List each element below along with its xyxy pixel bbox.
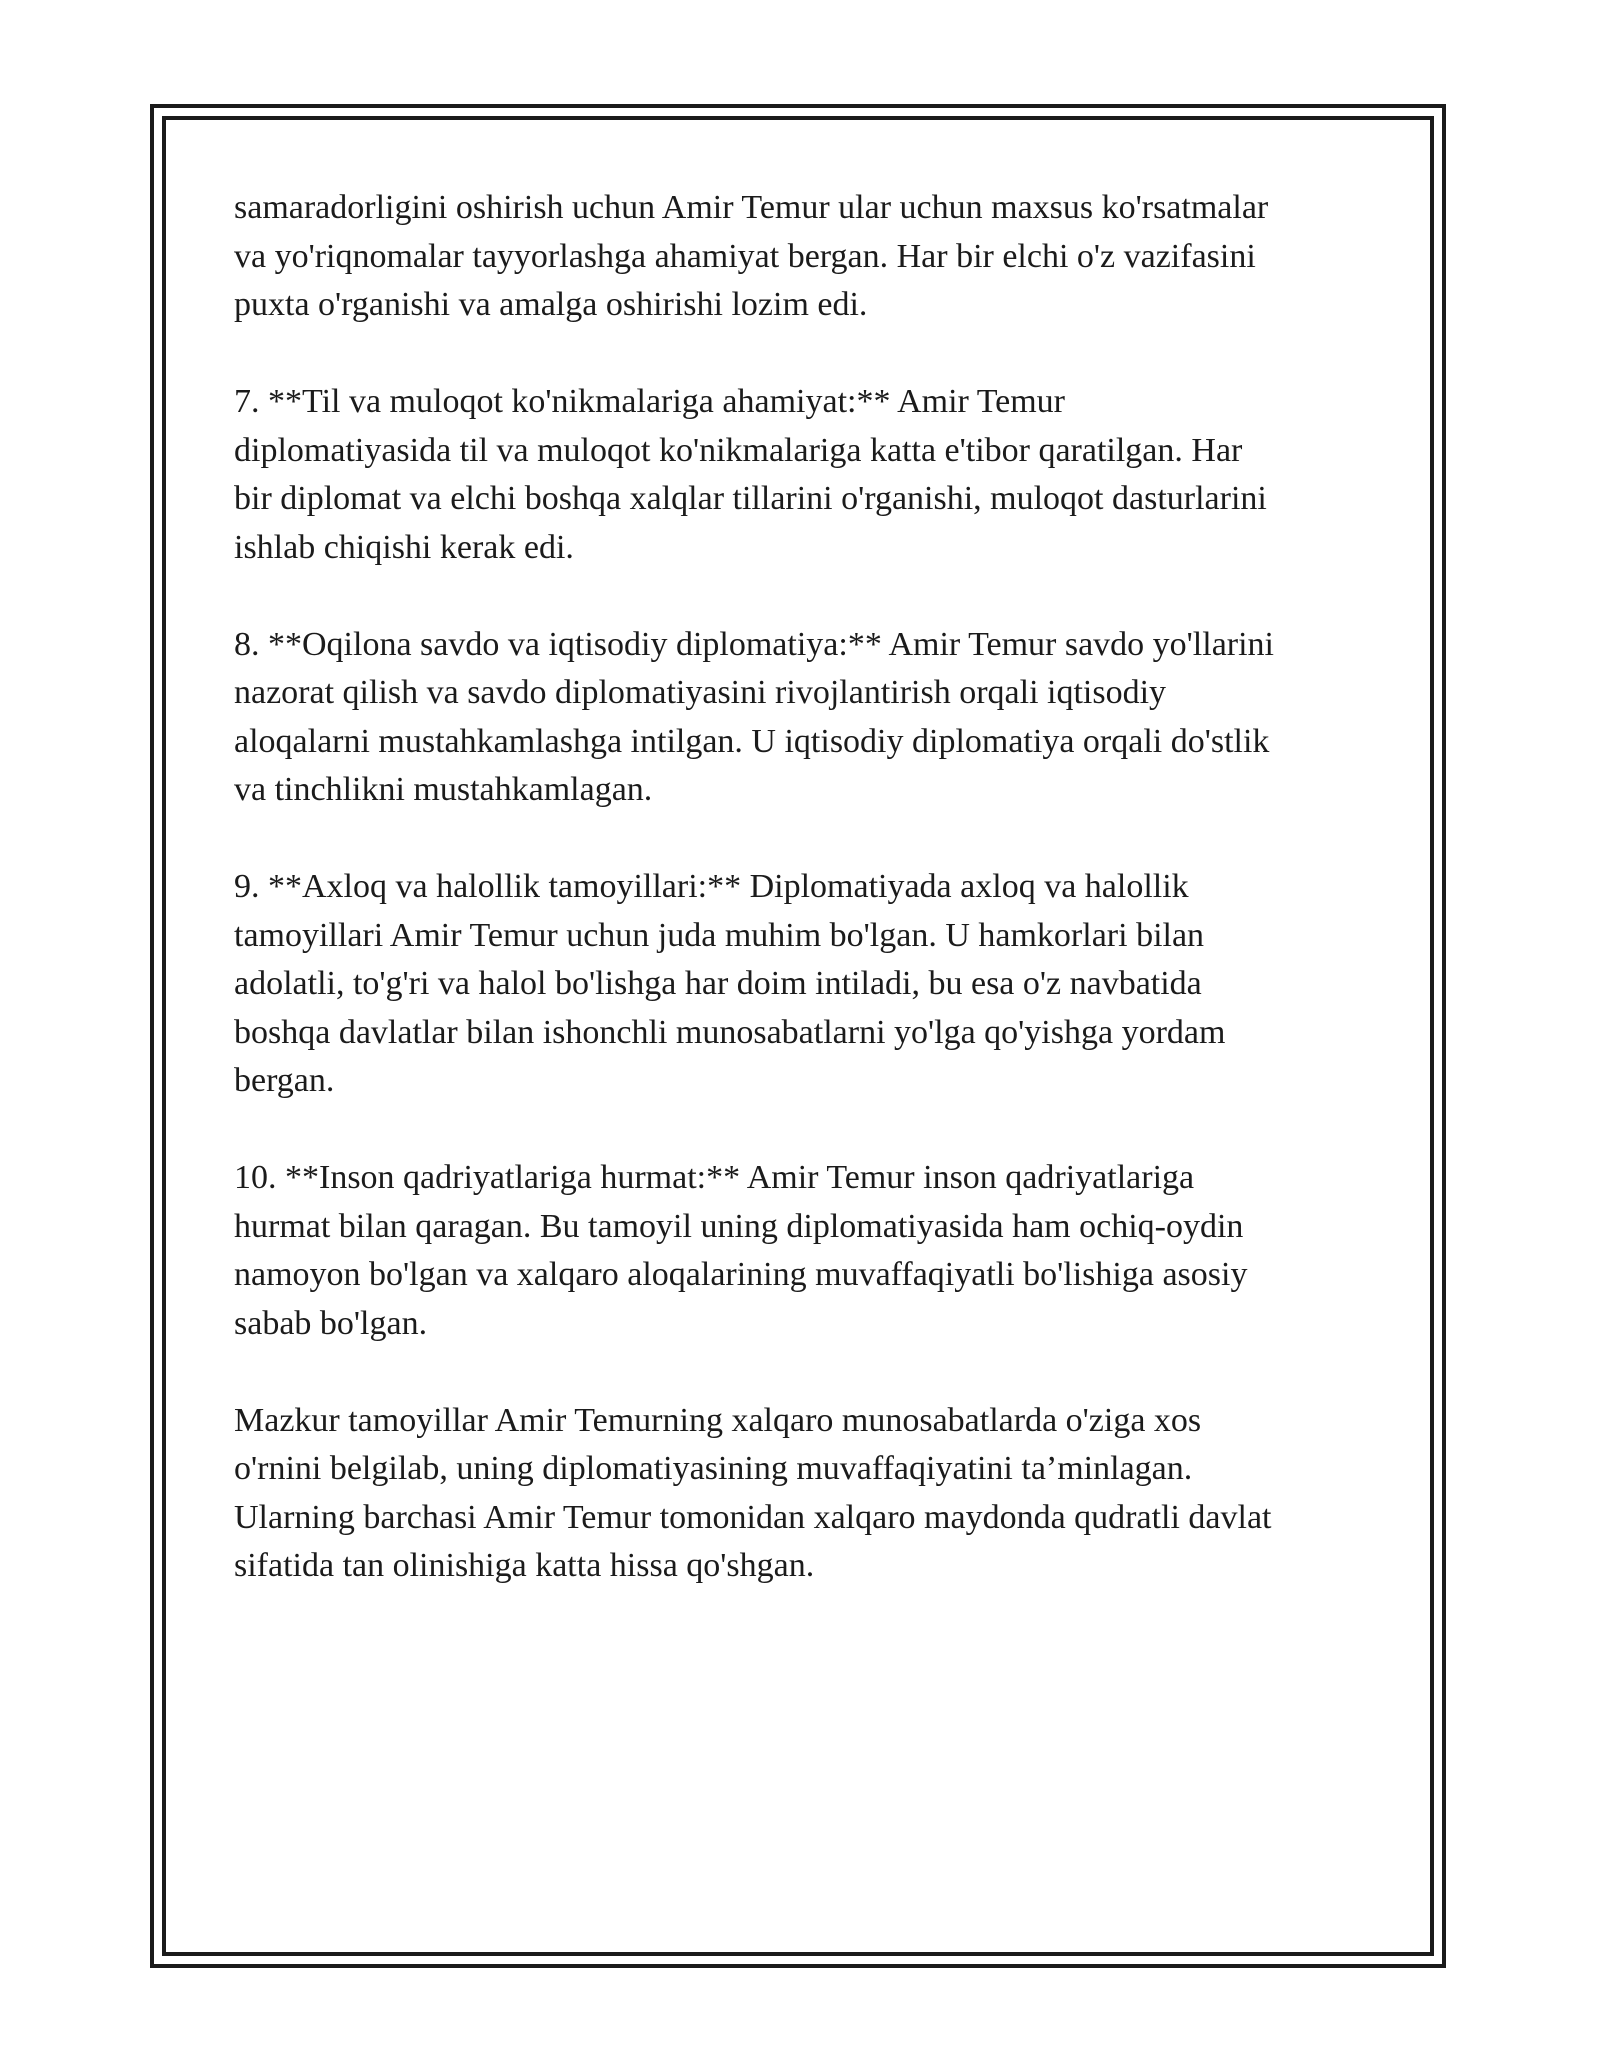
text-line: Ularning barchasi Amir Temur tomonidan xalqaro maydonda qudratli davlat [234, 1498, 1272, 1536]
paragraph-item-7 [234, 378, 1374, 572]
text-line: Mazkur tamoyillar Amir Temurning xalqaro munosabatlarda o'ziga xos [234, 1401, 1202, 1439]
text-line: tamoyillari Amir Temur uchun juda muhim bo'lgan. U hamkorlari bilan [234, 916, 1205, 954]
document-body [234, 184, 1374, 1639]
text-line: samaradorligini oshirish uchun Amir Temur ular uchun maxsus ko'rsatmalar [234, 189, 1269, 226]
text-line: aloqalarni mustahkamlashga intilgan. U iqtisodiy diplomatiya orqali do'stlik [234, 722, 1270, 760]
text-line: nazorat qilish va savdo diplomatiyasini rivojlantirish orqali iqtisodiy [234, 674, 1167, 711]
text-line: hurmat bilan qaragan. Bu tamoyil uning diplomatiyasida ham ochiq-oydin [234, 1207, 1244, 1245]
text-line: sifatida tan olinishiga katta hissa qo'shgan. [234, 1547, 815, 1584]
text-line: adolatli, to'g'ri va halol bo'lishga har doim intiladi, bu esa o'z navbatida [234, 965, 1202, 1002]
text-line: bergan. [234, 1062, 335, 1099]
paragraph-continuation [234, 184, 1374, 330]
text-line: va yo'riqnomalar tayyorlashga ahamiyat bergan. Har bir elchi o'z vazifasini [234, 237, 1256, 275]
text-line: puxta o'rganishi va amalga oshirishi lozim edi. [234, 286, 868, 323]
text-line: namoyon bo'lgan va xalqaro aloqalarining muvaffaqiyatli bo'lishiga asosiy [234, 1256, 1248, 1293]
text-line: 9. **Axloq va halollik tamoyillari:** Diplomatiyada axloq va halollik [234, 868, 1189, 905]
paragraph-conclusion [234, 1397, 1374, 1591]
text-line: boshqa davlatlar bilan ishonchli munosabatlarni yo'lga qo'yishga yordam [234, 1013, 1226, 1051]
paragraph-item-8 [234, 621, 1374, 815]
text-line: 8. **Oqilona savdo va iqtisodiy diplomatiya:** Amir Temur savdo yo'llarini [234, 625, 1275, 663]
text-line: ishlab chiqishi kerak edi. [234, 528, 574, 566]
text-line: va tinchlikni mustahkamlagan. [234, 771, 653, 808]
text-line: diplomatiyasida til va muloqot ko'nikmalariga katta e'tibor qaratilgan. Har [234, 431, 1243, 469]
paragraph-item-9 [234, 863, 1374, 1106]
text-line: 7. **Til va muloqot ko'nikmalariga ahamiyat:** Amir Temur [234, 383, 1065, 420]
text-line: bir diplomat va elchi boshqa xalqlar tillarini o'rganishi, muloqot dasturlarini [234, 480, 1267, 517]
paragraph-item-10 [234, 1154, 1374, 1348]
text-line: o'rnini belgilab, uning diplomatiyasining muvaffaqiyatini ta’minlagan. [234, 1450, 1193, 1487]
text-line: sabab bo'lgan. [234, 1304, 428, 1342]
text-line: 10. **Inson qadriyatlariga hurmat:** Amir Temur inson qadriyatlariga [234, 1159, 1195, 1196]
